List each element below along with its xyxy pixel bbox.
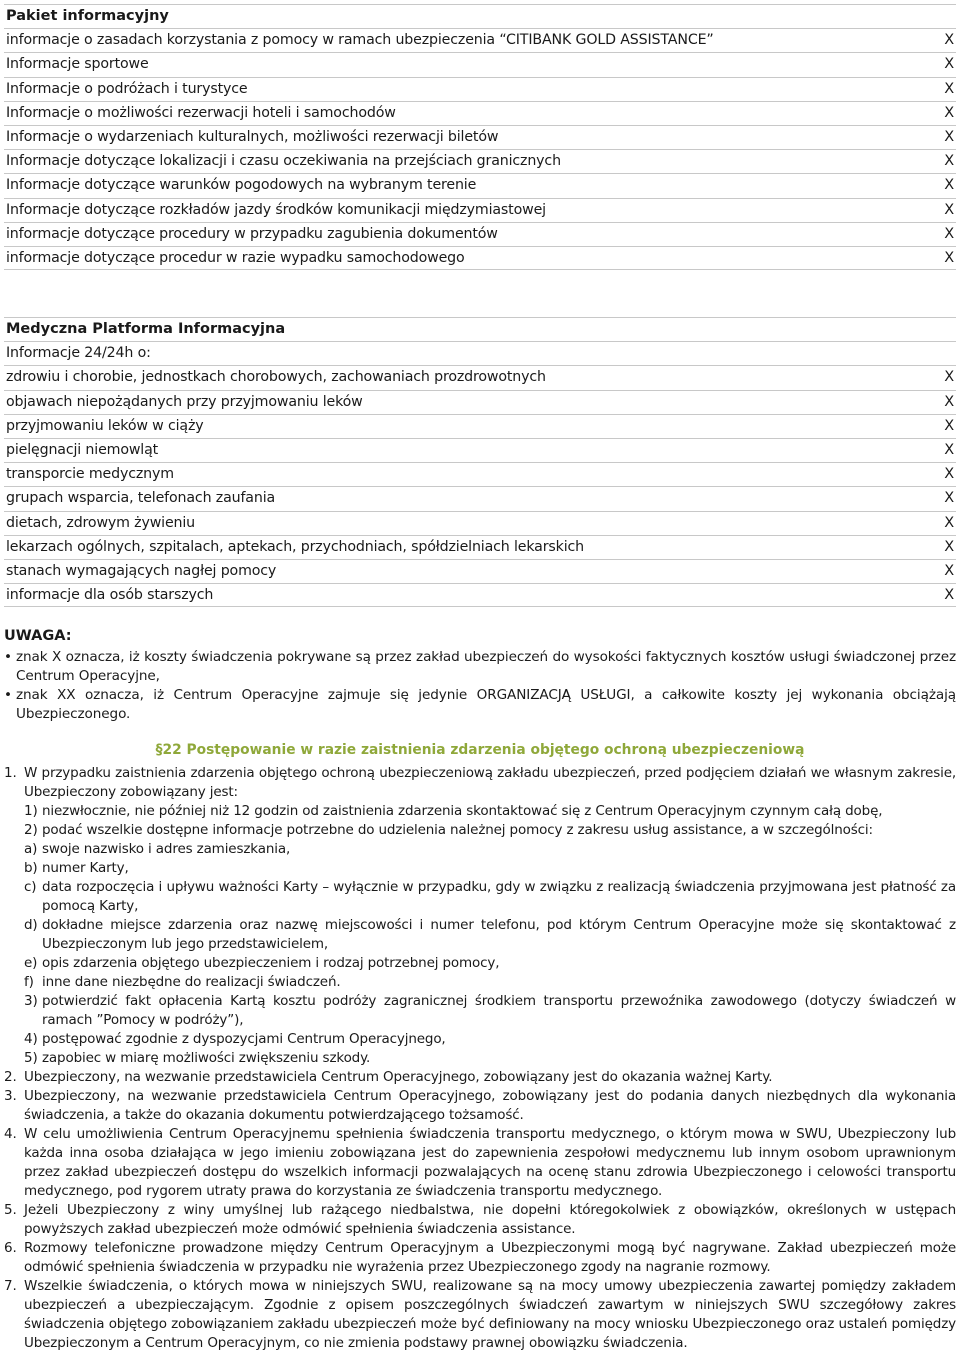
item-number: 5): [24, 1050, 38, 1066]
item-text: opis zdarzenia objętego ubezpieczeniem i rodzaj potrzebnej pomocy,: [42, 955, 500, 971]
list-item: [4, 859, 956, 878]
table-row: [4, 535, 956, 559]
paragraph: [4, 1239, 956, 1277]
row-label: Informacje o możliwości rezerwacji hoteli i samochodów: [6, 104, 396, 121]
row-label: zdrowiu i chorobie, jednostkach chorobowych, zachowaniach prozdrowotnych: [6, 369, 546, 386]
note-item: [4, 686, 956, 724]
paragraph-number: 5.: [4, 1202, 17, 1218]
table-header: [4, 317, 956, 341]
paragraph: [4, 1277, 956, 1353]
row-label: informacje dotyczące procedur w razie wypadku samochodowego: [6, 249, 465, 266]
table-row: [4, 52, 956, 76]
table-subheader-label: Informacje 24/24h o:: [6, 345, 151, 362]
table-header: [4, 4, 956, 28]
item-text: dokładne miejsce zdarzenia oraz nazwę miejscowości i numer telefonu, pod którym Centrum Operacyjne może się skontaktować z Ubezpieczonym lub jego przedstawicielem,: [42, 917, 956, 952]
table-row: [4, 246, 956, 270]
item-number: 1): [24, 803, 38, 819]
row-mark: X: [944, 369, 954, 386]
paragraph: [4, 1201, 956, 1239]
paragraph-text: Ubezpieczony, na wezwanie przedstawiciela Centrum Operacyjnego, zobowiązany jest do podania danych niezbędnych dla wykonania świadczenia, a także do okazania dokumentu potwierdzającego tożsamość.: [24, 1088, 956, 1123]
row-mark: X: [944, 153, 954, 170]
note-list: [4, 648, 956, 724]
row-mark: X: [944, 80, 954, 97]
table-row: [4, 101, 956, 125]
row-label: Informacje o wydarzeniach kulturalnych, możliwości rezerwacji biletów: [6, 128, 499, 145]
table-subheader: [4, 341, 956, 365]
row-label: Informacje dotyczące warunków pogodowych na wybranym terenie: [6, 177, 477, 194]
paragraph-text: Jeżeli Ubezpieczony z winy umyślnej lub rażącego niedbalstwa, nie dopełni któregokolwiek z obowiązków, określonych w ustępach powyższych zakład ubezpieczeń może odmówić spełnienia świadczenia assistance.: [24, 1202, 956, 1237]
bullet-icon: •: [4, 687, 12, 703]
table-row: [4, 77, 956, 101]
table-row: [4, 125, 956, 149]
table-row: [4, 486, 956, 510]
row-mark: X: [944, 417, 954, 434]
table-row: [4, 173, 956, 197]
medical-platform-table: [4, 317, 956, 607]
row-label: objawach niepożądanych przy przyjmowaniu leków: [6, 393, 363, 410]
row-mark: X: [944, 393, 954, 410]
table-row: [4, 390, 956, 414]
item-text: swoje nazwisko i adres zamieszkania,: [42, 841, 291, 857]
paragraph-text: Ubezpieczony, na wezwanie przedstawiciela Centrum Operacyjnego, zobowiązany jest do okazania ważnej Karty.: [24, 1069, 773, 1085]
section-body: [4, 764, 956, 1353]
paragraph-number: 2.: [4, 1069, 17, 1085]
row-label: Informacje o podróżach i turystyce: [6, 80, 248, 97]
item-letter: d): [24, 917, 38, 933]
paragraph-number: 4.: [4, 1126, 17, 1142]
row-label: lekarzach ogólnych, szpitalach, aptekach, przychodniach, spółdzielniach lekarskich: [6, 538, 584, 555]
item-letter: c): [24, 879, 37, 895]
item-text: data rozpoczęcia i upływu ważności Karty – wyłącznie w przypadku, gdy w związku z realizacją świadczenia przyjmowana jest płatność za pomocą Karty,: [42, 879, 956, 914]
row-mark: X: [944, 562, 954, 579]
paragraph: [4, 1125, 956, 1201]
table-row: [4, 365, 956, 389]
paragraph-text: W celu umożliwienia Centrum Operacyjnemu spełnienia świadczenia transportu medycznego, o którym mowa w SWU, Ubezpieczony lub każda inna osoba działająca w jego imieniu zobowiązana jest do zapewnienia zespołowi medycznemu lub innym osobom uprawnionym przez zakład ubezpieczeń dostępu do wszelkich informacji pozwalających na ocenę stanu zdrowia Ubezpieczonego i celowości transportu medycznego, pod rygorem utraty prawa do korzystania ze świadczenia transportu medycznego.: [24, 1126, 956, 1199]
row-mark: X: [944, 466, 954, 483]
table-row: [4, 559, 956, 583]
paragraph-number: 7.: [4, 1278, 17, 1294]
row-label: Informacje dotyczące lokalizacji i czasu oczekiwania na przejściach granicznych: [6, 153, 561, 170]
row-mark: X: [944, 56, 954, 73]
list-item: [4, 840, 956, 859]
table-row: [4, 511, 956, 535]
paragraph-number: 6.: [4, 1240, 17, 1256]
list-item: [4, 973, 956, 992]
table-row: [4, 149, 956, 173]
row-label: dietach, zdrowym żywieniu: [6, 514, 196, 531]
row-mark: X: [944, 225, 954, 242]
table-row: [4, 438, 956, 462]
row-label: grupach wsparcia, telefonach zaufania: [6, 490, 276, 507]
paragraph-text: W przypadku zaistnienia zdarzenia objętego ochroną ubezpieczeniową zakładu ubezpieczeń, przed podjęciem działań we własnym zakresie, Ubezpieczony zobowiązany jest:: [24, 765, 956, 800]
row-label: informacje o zasadach korzystania z pomocy w ramach ubezpieczenia “CITIBANK GOLD ASSISTANCE”: [6, 32, 714, 49]
list-item: [4, 821, 956, 840]
item-letter: f): [24, 974, 34, 990]
row-label: transporcie medycznym: [6, 466, 174, 483]
row-mark: X: [944, 538, 954, 555]
list-item: [4, 916, 956, 954]
row-mark: X: [944, 201, 954, 218]
item-number: 3): [24, 993, 38, 1009]
list-item: [4, 802, 956, 821]
item-number: 4): [24, 1031, 38, 1047]
item-text: niezwłocznie, nie później niż 12 godzin od zaistnienia zdarzenia skontaktować się z Centrum Operacyjnym czynnym całą dobę,: [42, 803, 883, 819]
item-text: inne dane niezbędne do realizacji świadczeń.: [42, 974, 341, 990]
information-package-table: [4, 4, 956, 270]
row-label: pielęgnacji niemowląt: [6, 441, 159, 458]
table-row: [4, 414, 956, 438]
row-mark: X: [944, 128, 954, 145]
paragraph-text: Rozmowy telefoniczne prowadzone między Centrum Operacyjnym a Ubezpieczonymi mogą być nagrywane. Zakład ubezpieczeń może odmówić spełnienia świadczenia w przypadku nie wyrażenia przez Ubezpieczonego zgody na nagranie rozmowy.: [24, 1240, 956, 1275]
note-text: znak XX oznacza, iż Centrum Operacyjne zajmuje się jedynie ORGANIZACJĄ USŁUGI, a całkowite koszty jej wykonania obciążają Ubezpieczonego.: [16, 687, 956, 722]
paragraph-number: 1.: [4, 765, 17, 781]
item-letter: b): [24, 860, 38, 876]
table-row: [4, 583, 956, 607]
paragraph-number: 3.: [4, 1088, 17, 1104]
item-letter: e): [24, 955, 38, 971]
note-text: znak X oznacza, iż koszty świadczenia pokrywane są przez zakład ubezpieczeń do wysokości faktycznych kosztów usługi świadczonej przez Centrum Operacyjne,: [16, 649, 956, 684]
item-text: numer Karty,: [42, 860, 129, 876]
item-text: potwierdzić fakt opłacenia Kartą kosztu podróży zagranicznej środkiem transportu przewoźnika zawodowego (dotyczy świadczeń w ramach ”Pomocy w podróży”),: [42, 993, 956, 1028]
item-text: zapobiec w miarę możliwości zwiększeniu szkody.: [42, 1050, 371, 1066]
list-item: [4, 992, 956, 1030]
table-row: [4, 222, 956, 246]
table-header-label: Pakiet informacyjny: [6, 8, 169, 24]
row-label: Informacje sportowe: [6, 56, 149, 73]
item-number: 2): [24, 822, 38, 838]
row-mark: X: [944, 441, 954, 458]
paragraph: [4, 1087, 956, 1125]
table-row: [4, 28, 956, 52]
row-mark: X: [944, 249, 954, 266]
item-letter: a): [24, 841, 38, 857]
section-title: §22 Postępowanie w razie zaistnienia zdarzenia objętego ochroną ubezpieczeniową: [155, 742, 805, 758]
note-heading: UWAGA:: [4, 628, 72, 644]
note-item: [4, 648, 956, 686]
bullet-icon: •: [4, 649, 12, 665]
list-item: [4, 1030, 956, 1049]
row-label: Informacje dotyczące rozkładów jazdy środków komunikacji międzymiastowej: [6, 201, 546, 218]
row-mark: X: [944, 587, 954, 604]
row-label: stanach wymagających nagłej pomocy: [6, 562, 277, 579]
item-text: podać wszelkie dostępne informacje potrzebne do udzielenia należnej pomocy z zakresu usług assistance, a w szczególności:: [42, 822, 873, 838]
row-label: informacje dotyczące procedury w przypadku zagubienia dokumentów: [6, 225, 498, 242]
table-row: [4, 198, 956, 222]
row-mark: X: [944, 490, 954, 507]
paragraph: [4, 1068, 956, 1087]
row-mark: X: [944, 177, 954, 194]
row-mark: X: [944, 32, 954, 49]
table-row: [4, 462, 956, 486]
row-mark: X: [944, 514, 954, 531]
list-item: [4, 1049, 956, 1068]
list-item: [4, 954, 956, 973]
paragraph-text: Wszelkie świadczenia, o których mowa w niniejszych SWU, realizowane są na mocy umowy ubezpieczenia zawartej pomiędzy zakładem ubezpieczeń a ubezpieczającym. Zgodnie z opisem poszczególnych świadczeń zawartym w niniejszych SWU szczegółowy zakres świadczenia objętego zobowiązaniem zakładu ubezpieczeń może być definiowany na mocy wniosku Ubezpieczonego oraz ustaleń pomiędzy Ubezpieczonym a Centrum Operacyjnym, co nie zmienia podstawy prawnej obowiązku świadczenia.: [24, 1278, 956, 1351]
item-text: postępować zgodnie z dyspozycjami Centrum Operacyjnego,: [42, 1031, 446, 1047]
row-label: przyjmowaniu leków w ciąży: [6, 417, 204, 434]
paragraph: [4, 764, 956, 802]
row-mark: X: [944, 104, 954, 121]
table-header-label: Medyczna Platforma Informacyjna: [6, 321, 286, 337]
row-label: informacje dla osób starszych: [6, 587, 214, 604]
list-item: [4, 878, 956, 916]
